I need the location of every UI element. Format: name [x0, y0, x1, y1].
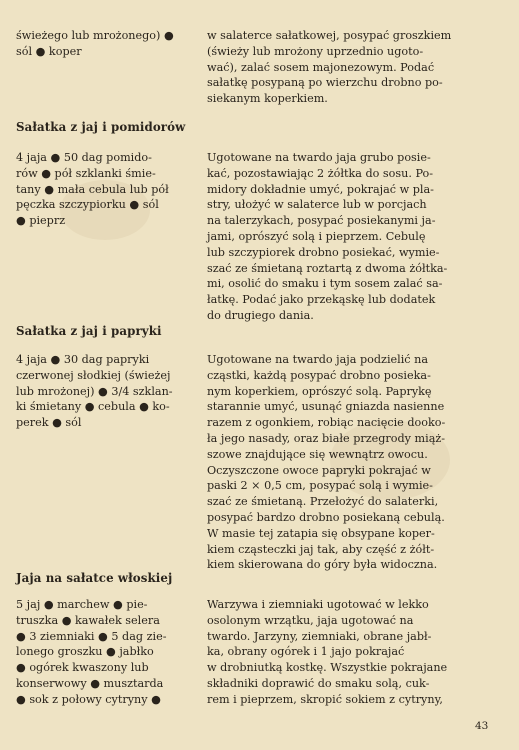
- instruction-line: ła jego nasady, oraz białe przegrody miąż-: [207, 431, 446, 445]
- instruction-line: Warzywa i ziemniaki ugotować w lekko: [207, 598, 429, 611]
- ingredient-line: konserwowy ● musztarda: [16, 676, 164, 690]
- ingredient-line: ki śmietany ● cebula ● ko-: [16, 400, 170, 414]
- ingredient-line: ● sok z połowy cytryny ●: [16, 692, 161, 706]
- instruction-line: Ugotowane na twardo jaja podzielić na: [207, 353, 428, 366]
- instruction-line: łatkę. Podać jako przekąskę lub dodatek: [207, 293, 436, 307]
- instruction-line: osolonym wrzątku, jaja ugotować na: [207, 613, 414, 627]
- instruction-line: w drobniutką kostkę. Wszystkie pokrajane: [207, 661, 448, 675]
- instruction-line: kać, pozostawiając 2 żółtka do sosu. Po-: [207, 166, 434, 180]
- instruction-line: kiem skierowana do góry była widoczna.: [207, 558, 438, 572]
- instruction-line: sałatkę posypaną po wierzchu drobno po-: [207, 76, 443, 90]
- page-number: 43: [475, 720, 489, 732]
- instruction-line: kiem cząsteczki jaj tak, aby część z żółt-: [207, 542, 435, 556]
- instruction-line: razem z ogonkiem, robiąc nacięcie dooko-: [207, 416, 446, 430]
- ingredient-line: ● ogórek kwaszony lub: [16, 661, 149, 675]
- ingredient-line: lonego groszku ● jabłko: [16, 645, 154, 659]
- recipe-instructions: [207, 597, 493, 708]
- ingredient-line: czerwonej słodkiej (świeżej: [16, 368, 171, 382]
- instruction-line: na talerzykach, posypać posiekanymi ja-: [207, 214, 436, 228]
- ingredient-line: 5 jaj ● marchew ● pie-: [16, 598, 148, 611]
- instruction-line: posypać bardzo drobno posiekaną cebulą.: [207, 510, 445, 524]
- recipe-title: Jaja na sałatce włoskiej: [16, 571, 173, 585]
- ingredient-line: świeżego lub mrożonego) ●: [16, 29, 174, 42]
- instruction-line: twardo. Jarzyny, ziemniaki, obrane jabł-: [207, 629, 432, 643]
- ingredient-line: pęczka szczypiorku ● sól: [16, 198, 159, 212]
- instruction-line: szać ze śmietaną roztartą z dwoma żółtka-: [207, 261, 448, 275]
- instruction-line: cząstki, każdą posypać drobno posieka-: [207, 368, 431, 382]
- instruction-line: składniki doprawić do smaku solą, cuk-: [207, 676, 430, 690]
- ingredient-line: ● 3 ziemniaki ● 5 dag zie-: [16, 629, 167, 643]
- instruction-line: w salaterce sałatkowej, posypać groszkiem: [207, 29, 452, 42]
- instruction-line: midory dokładnie umyć, pokrajać w pla-: [207, 182, 434, 196]
- instruction-line: do drugiego dania.: [207, 308, 314, 322]
- recipe-ingredients: [16, 352, 192, 431]
- instruction-line: W masie tej zatapia się obsypane koper-: [207, 526, 435, 540]
- ingredient-line: 4 jaja ● 50 dag pomido-: [16, 151, 152, 164]
- recipe-instructions: [207, 352, 493, 573]
- ingredient-line: tany ● mała cebula lub pół: [16, 182, 169, 196]
- instruction-line: szowe znajdujące się wewnątrz owocu.: [207, 447, 428, 461]
- instruction-line: Oczyszczone owoce papryki pokrajać w: [207, 463, 431, 477]
- instruction-line: rem i pieprzem, skropić sokiem z cytryny,: [207, 692, 443, 706]
- instruction-line: siekanym koperkiem.: [207, 92, 328, 106]
- instruction-line: jami, oprószyć solą i pieprzem. Cebulę: [207, 229, 426, 243]
- ingredient-line: ● pieprz: [16, 214, 66, 228]
- recipe-title: Sałatka z jaj i pomidorów: [16, 120, 186, 134]
- instruction-line: Ugotowane na twardo jaja grubo posie-: [207, 151, 431, 164]
- instruction-line: (świeży lub mrożony uprzednio ugoto-: [207, 44, 424, 58]
- ingredient-line: rów ● pół szklanki śmie-: [16, 166, 156, 180]
- recipe-ingredients: [16, 597, 192, 708]
- instruction-line: nym koperkiem, oprószyć solą. Paprykę: [207, 384, 432, 398]
- instruction-line: lub szczypiorek drobno posiekać, wymie-: [207, 245, 440, 259]
- instruction-line: stry, ułożyć w salaterce lub w porcjach: [207, 198, 427, 212]
- instruction-line: wać), zalać sosem majonezowym. Podać: [207, 60, 435, 74]
- ingredient-line: lub mrożonej) ● 3/4 szklan-: [16, 384, 173, 398]
- instruction-line: ka, obrany ogórek i 1 jajo pokrajać: [207, 645, 405, 659]
- ingredient-line: truszka ● kawałek selera: [16, 613, 160, 627]
- ingredient-line: sól ● koper: [16, 44, 82, 58]
- top-instructions: [207, 28, 493, 107]
- recipe-instructions: [207, 150, 493, 324]
- instruction-line: starannie umyć, usunąć gniazda nasienne: [207, 400, 445, 414]
- instruction-line: paski 2 × 0,5 cm, posypać solą i wymie-: [207, 479, 433, 493]
- recipe-title: Sałatka z jaj i papryki: [16, 324, 162, 338]
- top-ingredients: [16, 28, 192, 60]
- instruction-line: mi, osolić do smaku i tym sosem zalać sa-: [207, 277, 443, 291]
- instruction-line: szać ze śmietaną. Przełożyć do salaterki,: [207, 495, 439, 509]
- ingredient-line: perek ● sól: [16, 416, 82, 430]
- ingredient-line: 4 jaja ● 30 dag papryki: [16, 353, 150, 366]
- recipe-ingredients: [16, 150, 192, 229]
